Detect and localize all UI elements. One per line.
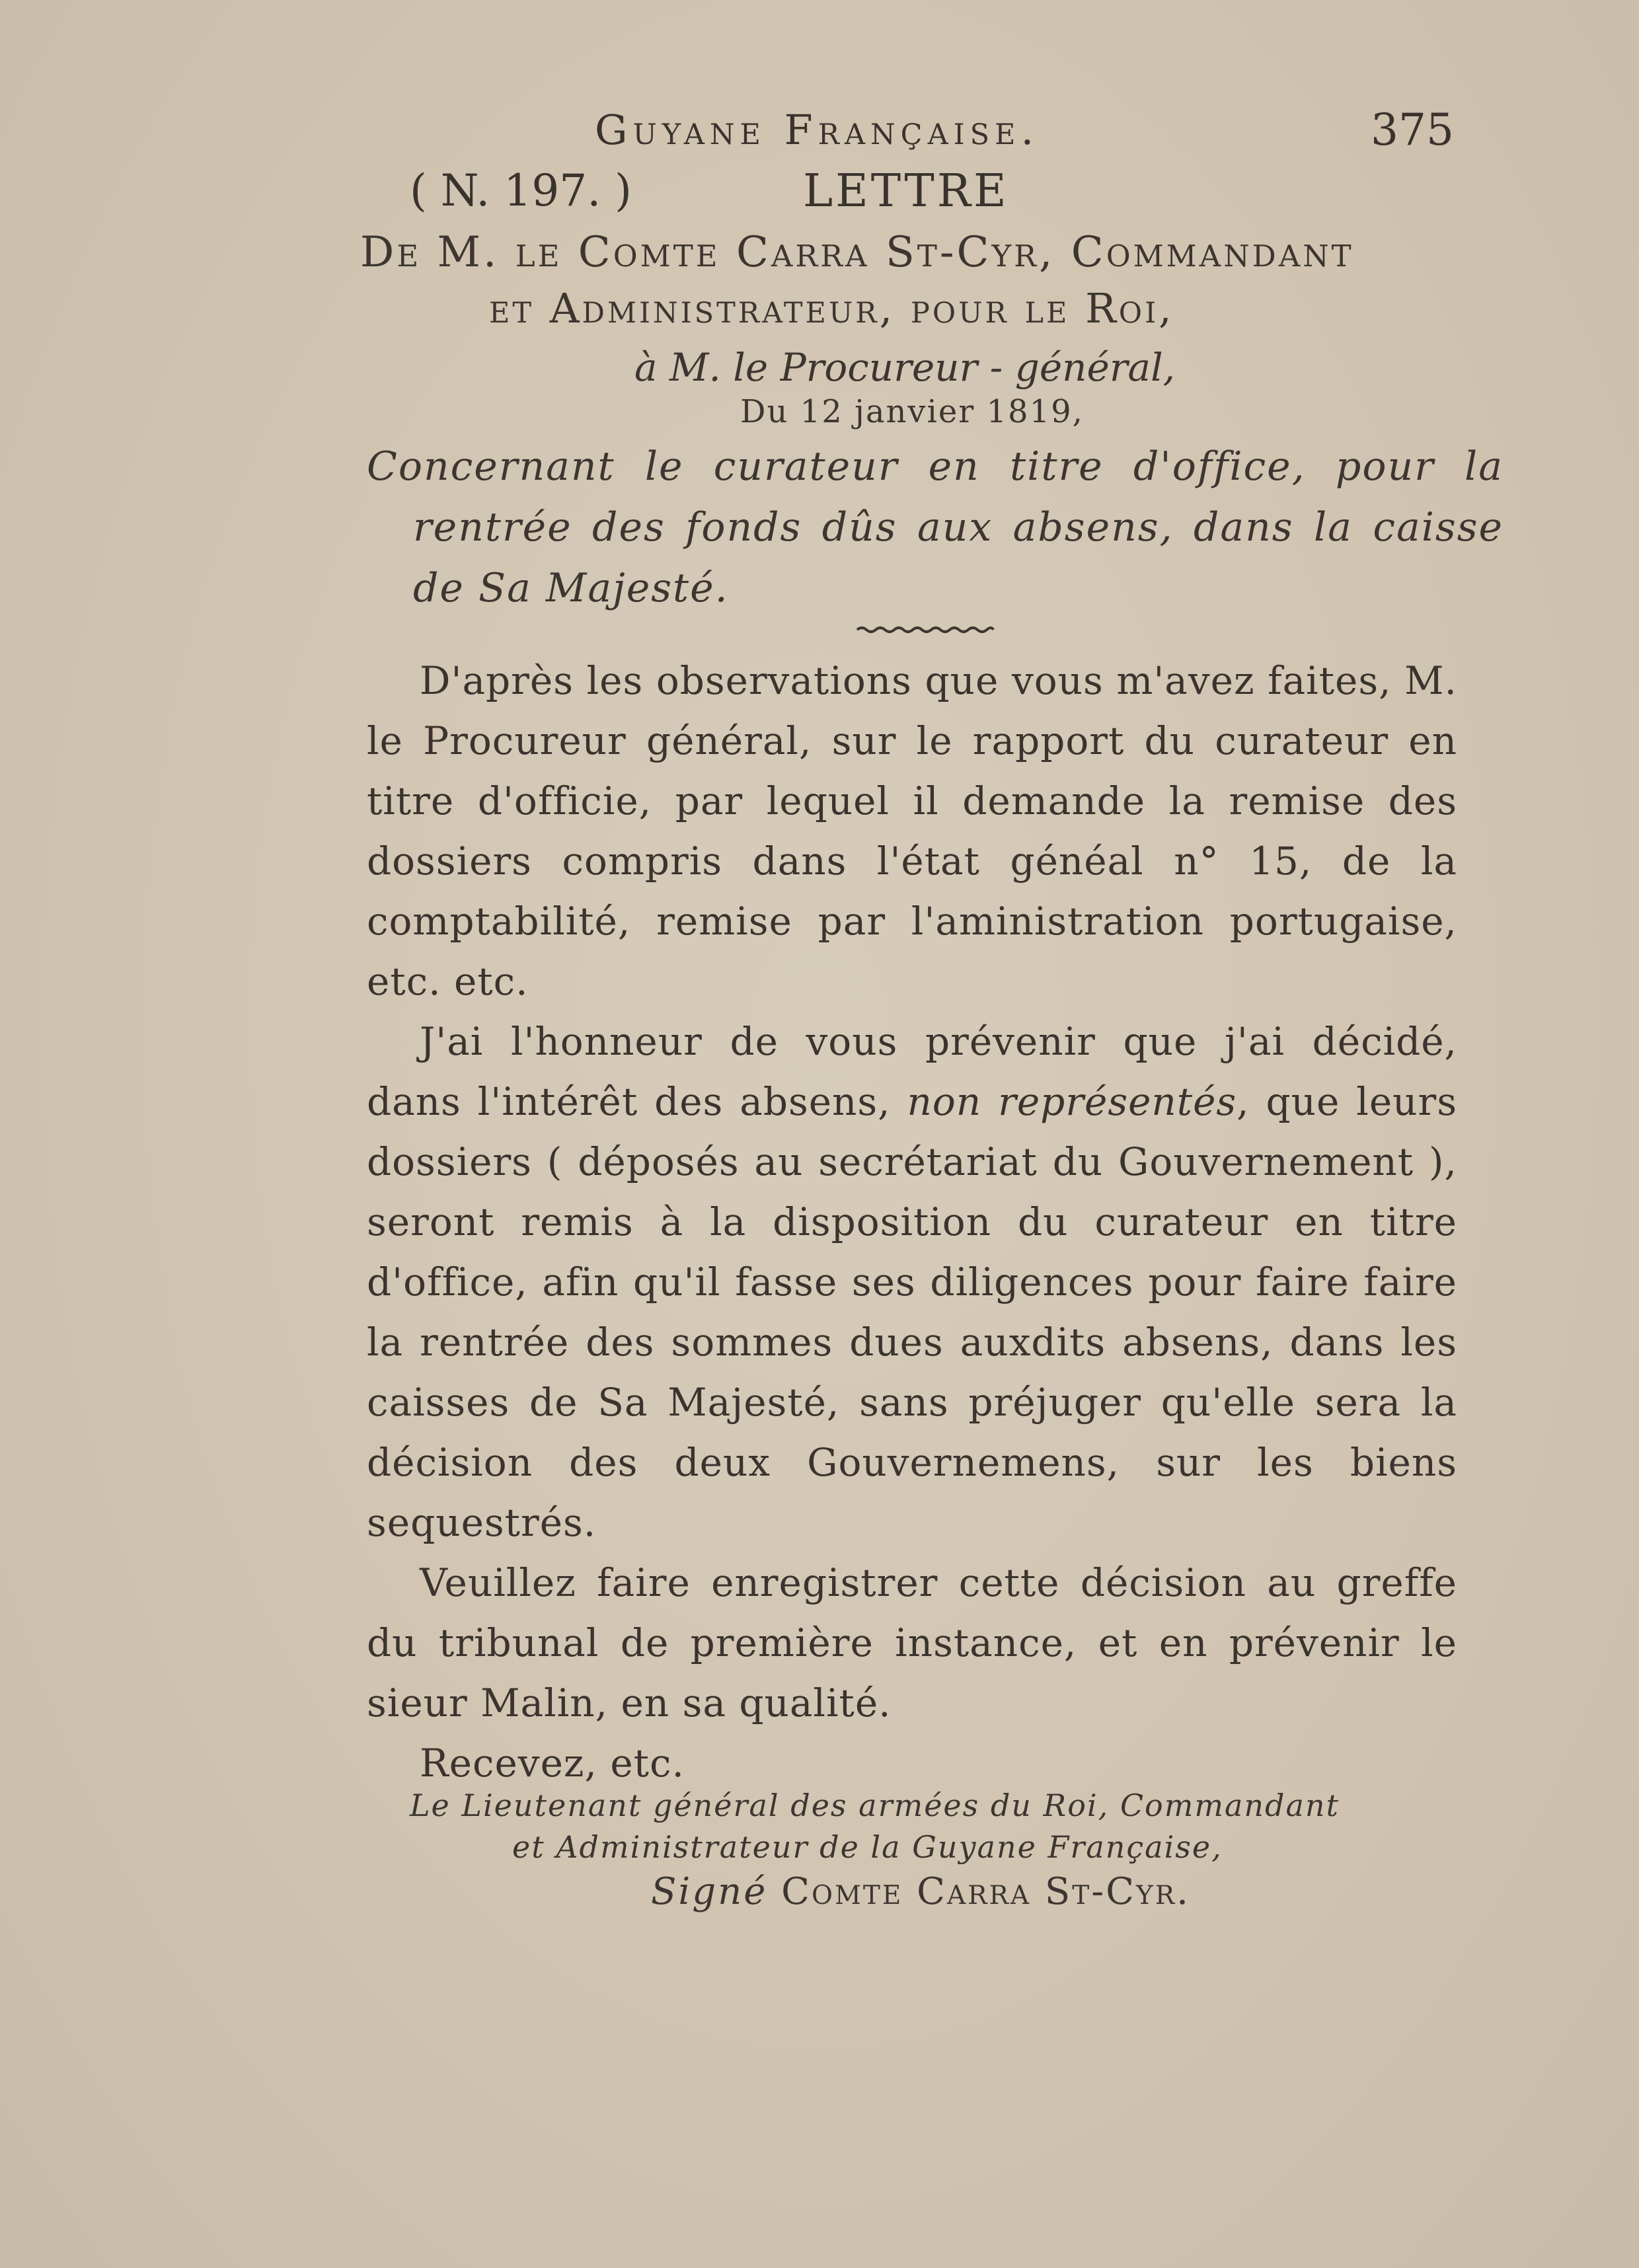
- signed-name: Comte Carra St-Cyr.: [781, 1870, 1190, 1913]
- signature-name: [651, 1870, 1190, 1913]
- letter-subject: Concernant le curateur en titre d'office, pour la rentrée des fonds dûs aux absens, dans la caisse de Sa Majesté.: [367, 443, 1504, 611]
- letter-date: Du 12 janvier 1819,: [740, 393, 1084, 430]
- paragraph-1: D'après les observations que vous m'avez faites, M. le Procureur général, sur le rapport du curateur en titre d'officie, par lequel il demande la remise des dossiers compris dans l'état généal n° 15, de la comptabilité, remise par l'aministration portugaise, etc. etc.: [367, 658, 1457, 1004]
- running-title: Guyane Française.: [595, 106, 1040, 154]
- signature-title-2: et Administrateur de la Guyane Française,: [512, 1829, 1223, 1865]
- signature-title-1: Le Lieutenant général des armées du Roi, Commandant: [410, 1788, 1340, 1823]
- letter-body: [367, 651, 1457, 1794]
- paragraph-3: Veuillez faire enregistrer cette décision au greffe du tribunal de première instance, et en prévenir le sieur Malin, en sa qualité.: [367, 1560, 1457, 1725]
- author-line-2: et Administrateur, pour le Roi,: [489, 284, 1174, 332]
- document-kind: LETTRE: [803, 165, 1009, 217]
- paragraph-2-emphasis: non représentés: [907, 1079, 1237, 1124]
- running-head: [595, 106, 1454, 165]
- paragraph-2-part-b: , que leurs dossiers ( déposés au secrétariat du Gouvernement ), seront remis à la disposition du curateur en titre d'office, afin qu'il fasse ses diligences pour faire faire la rentrée des sommes dues auxdits absens, dans les caisses de Sa Majesté, sans préjuger qu'elle sera la décision des deux Gouvernemens, sur les biens sequestrés.: [367, 1079, 1458, 1545]
- paragraph-2: [367, 1012, 1457, 1553]
- paragraph-2-part-a: J'ai l'honneur de vous prévenir que j'ai décidé, dans l'intérêt des absens,: [367, 1019, 1457, 1124]
- signed-label: Signé: [651, 1870, 768, 1913]
- closing-formula: Recevez, etc.: [420, 1741, 685, 1786]
- author-line-1: De M. le Comte Carra St-Cyr, Commandant: [360, 228, 1354, 277]
- page-number: 375: [1371, 104, 1454, 155]
- addressee: à M. le Procureur - général,: [634, 345, 1176, 390]
- decorative-rule: [856, 624, 995, 634]
- document-number: ( N. 197. ): [410, 165, 632, 216]
